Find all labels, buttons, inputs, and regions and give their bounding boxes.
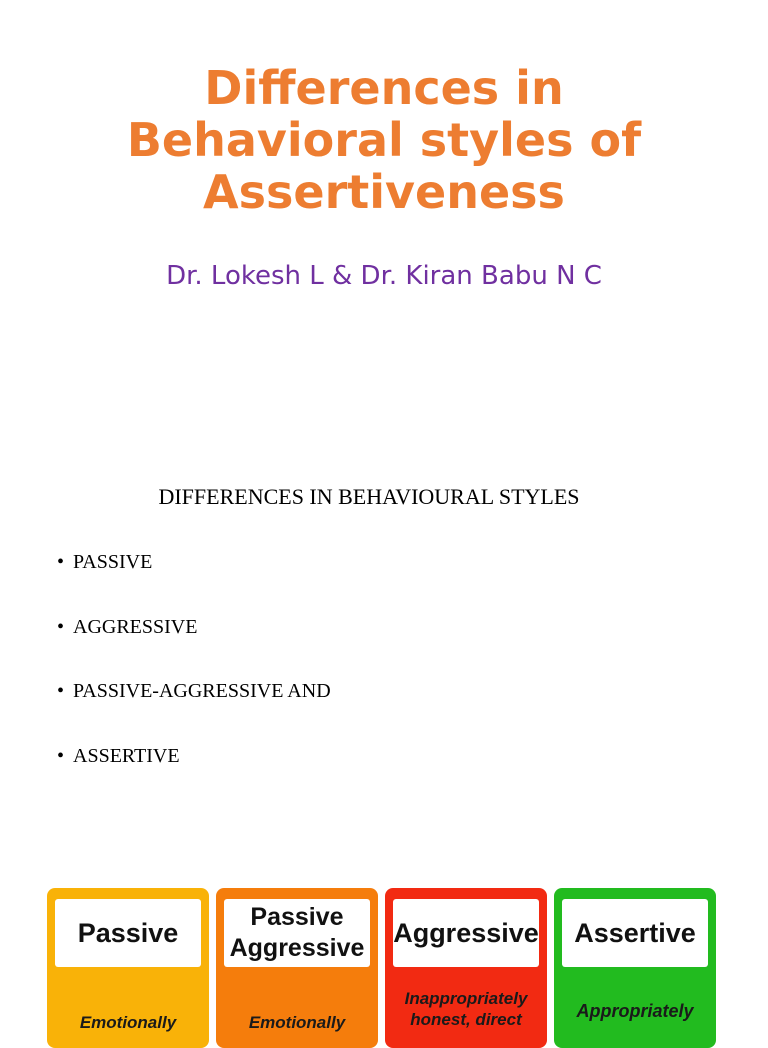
card-description: Inappropriately honest, direct: [404, 989, 528, 1029]
bullet-marker: •: [57, 744, 65, 767]
card-passive: [47, 888, 209, 1048]
list-item-label: PASSIVE: [73, 551, 153, 573]
list-item-label: PASSIVE-AGGRESSIVE AND: [73, 680, 331, 702]
list-item: [57, 548, 331, 613]
card-label: Passive Aggressive: [224, 899, 370, 967]
section-heading: DIFFERENCES IN BEHAVIOURAL STYLES: [158, 484, 580, 509]
card-label: Aggressive: [393, 899, 539, 967]
card-passive-aggressive: [216, 888, 378, 1048]
card-label: Assertive: [562, 899, 708, 967]
card-description: Emotionally: [248, 1013, 346, 1032]
bullet-marker: •: [57, 615, 65, 638]
card-label: Passive: [55, 899, 201, 967]
card-description: Appropriately: [576, 1001, 694, 1021]
list-item-label: ASSERTIVE: [73, 744, 180, 767]
bullet-marker: •: [57, 551, 65, 573]
slide-title: Differences in Behavioral styles of Assertiveness: [126, 61, 642, 219]
list-item-label: AGGRESSIVE: [73, 615, 198, 638]
card-aggressive: [385, 888, 547, 1048]
list-item: [57, 613, 331, 678]
behaviour-style-list: [57, 548, 331, 806]
card-description: Emotionally: [79, 1013, 177, 1032]
card-assertive: [554, 888, 716, 1048]
bullet-marker: •: [57, 680, 65, 702]
slide-subtitle: Dr. Lokesh L & Dr. Kiran Babu N C: [166, 261, 602, 291]
list-item: [57, 742, 331, 807]
behaviour-style-cards: [47, 888, 716, 1032]
list-item: [57, 677, 331, 742]
